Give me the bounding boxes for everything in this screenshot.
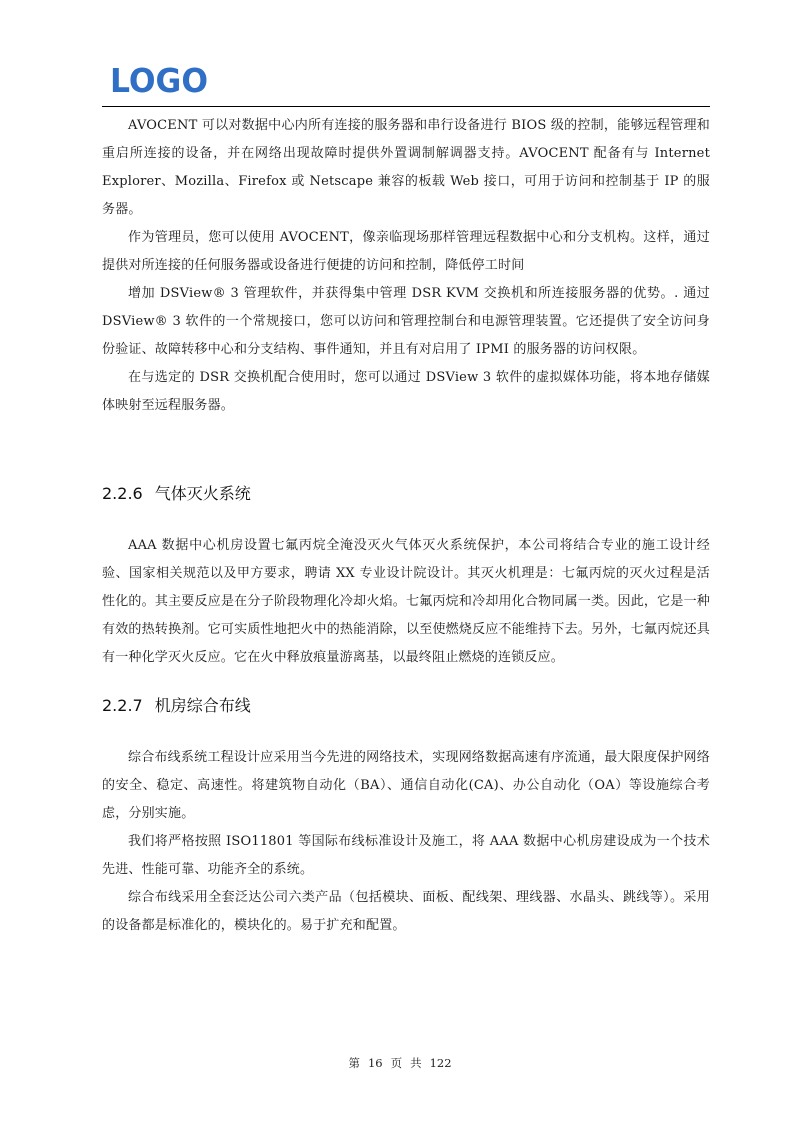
footer-label-di: 第 <box>348 1056 360 1070</box>
body-paragraph: AAA 数据中心机房设置七氟丙烷全淹没灭火气体灭火系统保护，本公司将结合专业的施工设计经验、国家相关规范以及甲方要求，聘请 XX 专业设计院设计。其灭火机理是：七氟丙烷的灭火过程是活性化的。其主要反应是在分子阶段物理化冷却火焰。七氟丙烷和冷却用化合物同属一类。因此，它是一种有效的热转换剂。它可实质性地把火中的热能消除，以至使燃烧反应不能维持下去。另外，七氟丙烷还具有一种化学灭火反应。它在火中释放痕量游离基，以最终阻止燃烧的连锁反应。 <box>102 538 710 665</box>
footer-label-gong: 共 <box>410 1056 422 1070</box>
page-number: 16 <box>367 1056 383 1070</box>
section-number: 2.2.6 <box>102 484 143 503</box>
section-heading-cabling <box>102 694 710 718</box>
total-pages: 122 <box>429 1056 452 1070</box>
section-body-cabling <box>102 744 710 940</box>
body-paragraph: 综合布线采用全套泛达公司六类产品（包括模块、面板、配线架、理线器、水晶头、跳线等）。采用的设备都是标准化的，模块化的。易于扩充和配置。 <box>102 890 710 933</box>
section-number: 2.2.7 <box>102 696 143 715</box>
body-paragraph: 我们将严格按照 ISO11801 等国际布线标准设计及施工，将 AAA 数据中心机房建设成为一个技术先进、性能可靠、功能齐全的系统。 <box>102 834 710 877</box>
footer-label-ye: 页 <box>390 1056 403 1070</box>
body-paragraph: 综合布线系统工程设计应采用当今先进的网络技术，实现网络数据高速有序流通，最大限度保护网络的安全、稳定、高速性。将建筑物自动化（BA）、通信自动化(CA)、办公自动化（OA）等设施综合考虑，分别实施。 <box>102 750 710 821</box>
intro-paragraph-4: 在与选定的 DSR 交换机配合使用时，您可以通过 DSView 3 软件的虚拟媒体功能，将本地存储媒体映射至远程服务器。 <box>102 370 710 413</box>
section-title: 机房综合布线 <box>154 696 251 715</box>
page-body <box>102 112 710 940</box>
section-body-gas-fire-suppression <box>102 532 710 672</box>
logo-text: LOGO <box>110 62 208 96</box>
header-divider <box>102 106 710 107</box>
section-heading-gas-fire-suppression <box>102 482 710 506</box>
intro-section <box>102 112 710 420</box>
intro-paragraph-3: 增加 DSView® 3 管理软件，并获得集中管理 DSR KVM 交换机和所连接服务器的优势。. 通过 DSView® 3 软件的一个常规接口，您可以访问和管理控制台和电源管理装置。它还提供了安全访问身份验证、故障转移中心和分支结构、事件通知，并且有对启用了 IPMI 的服务器的访问权限。 <box>102 286 710 357</box>
logo <box>110 62 210 96</box>
intro-paragraph-2: 作为管理员，您可以使用 AVOCENT，像亲临现场那样管理远程数据中心和分支机构。这样，通过提供对所连接的任何服务器或设备进行便捷的访问和控制，降低停工时间 <box>102 230 710 273</box>
page-footer <box>0 1055 800 1071</box>
intro-paragraph-1: AVOCENT 可以对数据中心内所有连接的服务器和串行设备进行 BIOS 级的控制，能够远程管理和重启所连接的设备，并在网络出现故障时提供外置调制解调器支持。AVOCENT 配备有与 Internet Explorer、Mozilla、Firefox 或 Netscape 兼容的板载 Web 接口，可用于访问和控制基于 IP 的服务器。 <box>102 118 710 217</box>
section-title: 气体灭火系统 <box>154 484 251 503</box>
